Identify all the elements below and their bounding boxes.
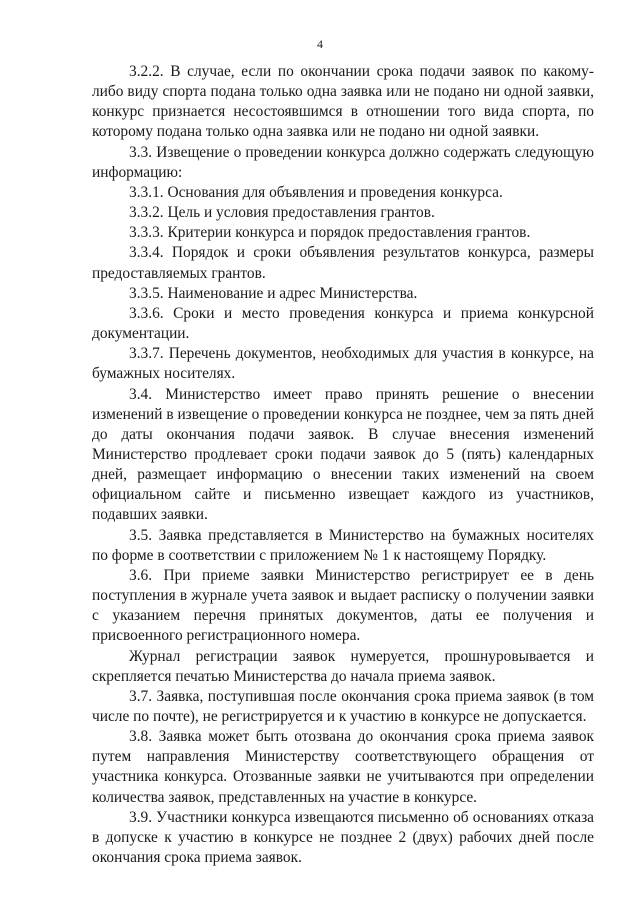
paragraph-journal: Журнал регистрации заявок нумеруется, прошнуровывается и скрепляется печатью Министерства до начала приема заявок. bbox=[92, 647, 594, 685]
paragraph-3-6: 3.6. При приеме заявки Министерство регистрирует ее в день поступления в журнале учета заявок и выдает расписку о получении заявки с указанием перечня принятых документов, даты ее получения и присвоенного регистрационного номера. bbox=[92, 566, 594, 645]
paragraph-3-5: 3.5. Заявка представляется в Министерство на бумажных носителях по форме в соответствии с приложением № 1 к настоящему Порядку. bbox=[92, 526, 594, 564]
paragraph-3-7: 3.7. Заявка, поступившая после окончания срока приема заявок (в том числе по почте), не регистрируется и к участию в конкурсе не допускается. bbox=[92, 687, 594, 725]
paragraph-3-3-1: 3.3.1. Основания для объявления и проведения конкурса. bbox=[129, 183, 503, 201]
paragraph-3-3-3: 3.3.3. Критерии конкурса и порядок предоставления грантов. bbox=[129, 224, 531, 242]
paragraph-3-3-7: 3.3.7. Перечень документов, необходимых для участия в конкурсе, на бумажных носителях. bbox=[92, 345, 594, 383]
document-body bbox=[92, 62, 594, 868]
paragraph-3-2-2: 3.2.2. В случае, если по окончании срока подачи заявок по какому-либо виду спорта подана только одна заявка или не подано ни одной заявки, конкурс признается несостоявшимся в отношении того вида спорта, по которому подана только одна заявка или не подано ни одной заявки. bbox=[92, 63, 594, 141]
paragraph-3-4: 3.4. Министерство имеет право принять решение о внесении изменений в извещение о проведении конкурса не позднее, чем за пять дней до даты окончания подачи заявок. В случае внесения изменений Министерство продлевает сроки подачи заявок до 5 (пять) календарных дней, размещает информацию о внесении таких изменений на своем официальном сайте и письменно извещает каждого из участников, подавших заявки. bbox=[92, 385, 594, 524]
paragraph-3-3: 3.3. Извещение о проведении конкурса должно содержать следующую информацию: bbox=[92, 143, 594, 181]
paragraph-3-3-2: 3.3.2. Цель и условия предоставления грантов. bbox=[129, 204, 435, 222]
paragraph-3-8: 3.8. Заявка может быть отозвана до окончания срока приема заявок путем направления Министерству соответствующего обращения от участника конкурса. Отозванные заявки не учитываются при определении количества заявок, представленных на участие в конкурсе. bbox=[92, 728, 594, 806]
paragraph-3-3-4: 3.3.4. Порядок и сроки объявления результатов конкурса, размеры предоставляемых грантов. bbox=[92, 244, 594, 282]
paragraph-3-9: 3.9. Участники конкурса извещаются письменно об основаниях отказа в допуске к участию в конкурсе не позднее 2 (двух) рабочих дней после окончания срока приема заявок. bbox=[92, 808, 594, 867]
page-number: 4 bbox=[317, 37, 323, 51]
paragraph-3-3-6: 3.3.6. Сроки и место проведения конкурса и приема конкурсной документации. bbox=[92, 304, 594, 343]
paragraph-3-3-5: 3.3.5. Наименование и адрес Министерства. bbox=[129, 284, 418, 302]
